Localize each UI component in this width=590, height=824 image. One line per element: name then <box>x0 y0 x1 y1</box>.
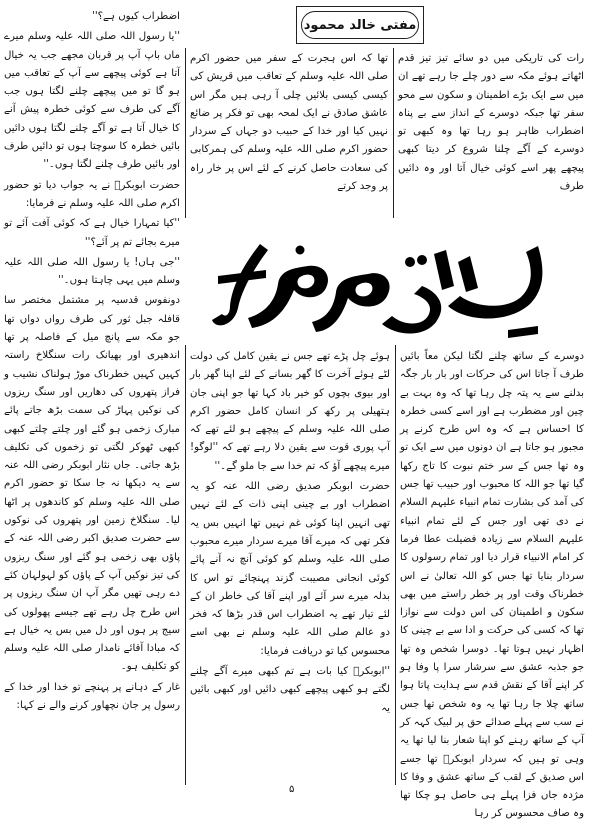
paragraph: ''جی ہاں! یا رسول اللہ صلی اللہ علیہ وسلم میں یہی چاہتا ہوں۔'' <box>4 256 180 287</box>
author-byline: مفتی خالد محمود <box>301 11 419 39</box>
article-column-bottom-middle <box>190 348 390 784</box>
paragraph: دونفوس قدسیہ پر مشتمل مختصر سا قافلہ جبل ثور کی طرف رواں دواں تھا جو مکہ سے پانچ میل کے فاصلہ پر تھا اندھیری اور بھیانک رات سنگلاخ راستہ کہیں کہیں خطرناک موڑ ہولناک نشیب و فراز پتھروں کی دھاریں اور سنگ ریزوں کی نوکیں پہاڑ کی سمت بڑھ جاتے پائے مبارک زخمی ہو گئے اور چلتے چلتے کبھی کبھی ٹھوکر لگتی تو زخموں کی تکلیف بڑھ جاتی۔ جاں نثار ابوبکر رضی اللہ عنہ سے یہ دیکھا نہ جا سکا تو حضور اکرم صلی اللہ علیہ وسلم کو کاندھوں پر اٹھا لیا۔ سنگلاخ زمین اور پتھروں کی نوکوں سے حضرت صدیق اکبر رضی اللہ عنہ کے پاؤں بھی زخمی ہو گئے اور سنگ ریزوں کی تیز نوکیں آپ کے پاؤں کو لہولہان کئے دے رہی تھیں مگر آپ ان سنگ ریزوں پر اس طرح چل رہے تھے جیسے پھولوں کی سیج پر ہوں اور دل میں بس یہ خیال ہے کہ مبادا آقائے نامدار صلی اللہ علیہ وسلم کو تکلیف ہو۔ <box>4 295 180 673</box>
page-number: ۵ <box>289 784 295 795</box>
column-divider <box>185 48 186 218</box>
paragraph: ''یا رسول اللہ صلی اللہ علیہ وسلم میرے ماں باپ آپ پر قربان مجھے جب یہ خیال آتا ہے کوئی پیچھے سے آپ کے تعاقب میں ہو گا تو میں پیچھے چلنے لگتا ہوں جب آگے کی طرف سے کوئی خطرہ پیش آنے کا خیال آتا ہے تو آگے چلنے لگتا ہوں دائیں بائیں خطرہ کا سوچتا ہوں تو دائیں طرف اور بائیں طرف چلنے لگتا ہوں۔'' <box>4 31 180 171</box>
paragraph: رات کی تاریکی میں دو سائے تیز تیز قدم اٹھاتے ہوئے مکہ سے دور چلے جا رہے تھے ان میں سے ایک بڑے اطمینان و سکون سے محو سفر تھا جبکہ دوسرے کے انداز سے بے پناہ اضطراب ظاہر ہو رہا تھا وہ کبھی تو دوسرے کے آگے چلنا شروع کر دیتا کبھی پیچھے پھر اسے کوئی خیال آتا اور وہ دائیں طرف <box>398 53 584 193</box>
column-divider <box>395 345 396 785</box>
column-divider <box>393 48 394 218</box>
article-column-left <box>4 8 180 780</box>
paragraph: ''ابوبکرؓ کیا بات ہے تم کبھی میرے آگے چلنے لگتے ہو کبھی پیچھے کبھی دائیں اور کبھی بائیں یہ <box>190 666 390 714</box>
column-divider <box>185 345 186 785</box>
paragraph: ہوئے چل پڑے تھے جس نے یقین کامل کی دولت لٹے ہوئے آخرت کا گھر بسانے کے لئے اپنا گھر بار اور بیوی بچوں کو خیر باد کہا تھا جو اپنی جان ہتھیلی پر رکھ کر انسان کامل حضور اکرم صلی اللہ علیہ وسلم کے پیچھے ہو لئے تھے کہ آپ پوری قوت سے یقین دلا رہے تھے کہ ''لوگو! میرے پیچھے آؤ کہ تم خدا سے جا ملو گے۔'' <box>190 351 390 472</box>
article-title-calligraphy <box>208 226 554 342</box>
article-column-top-right <box>398 50 584 218</box>
author-byline-box <box>296 6 424 44</box>
paragraph: اضطراب کیوں ہے؟'' <box>92 11 180 22</box>
title-logo <box>208 226 554 342</box>
paragraph: دوسرے کے ساتھ چلنے لگتا لیکن معاً بائیں طرف آ جاتا اس کی حرکات اور بار بار جگہ بدلنے سے یہ پتہ چل رہا تھا کہ وہ بہت بے چین اور مضطرب ہے اور اسے کسی خطرہ کا احساس ہے کہ وہ اس طرح کرنے پر مجبور ہو جاتا ہے ان دونوں میں سے ایک تو وہ تھا جس کے سر ختم نبوت کا تاج رکھا گیا تھا جو اللہ کا محبوب اور حبیب تھا جس کی آمد کی بشارت تمام انبیاء علیہم السلام نے دی تھی اور جس کے لئے تمام انبیاء علیہم السلام سے زیادہ فضیلت عطا فرما کر امام الانبیاء قرار دیا اور تمام رسولوں کا سردار بنایا تھا جس کو اللہ تعالیٰ نے اس خطرناک وقت اور پر خطر راستے میں بھی سکون و اطمینان کی اس دولت سے نوازا تھا کہ کسی کی حرکت و ادا سے بے چینی کا اظہار نہیں ہوتا تھا۔ دوسرا شخص وہ تھا جو جذبہ عشق سے سرشار سرا پا وفا ہو کر اپنے آقا کے نقش قدم سے ہدایت پاتا ہوا ساتھ چلا جا رہا تھا یہ وہ شخص تھا جس نے سب سے پہلے صدائے حق پر لبیک کہہ کر آپ کے ساتھ رہنے کو اپنا شعار بنا لیا تھا یہ وہی تو ہیں کہ سردار ابوبکرؓ تھا جسے اس صدیق کے لقب کے ساتھ عشق و وفا کا مژدہ جاں فزا پہلے ہی حاصل ہو چکا تھا وہ صاف محسوس کر رہا <box>400 351 584 820</box>
paragraph: ''کیا تمہارا خیال ہے کہ کوئی آفت آئے تو میرے بجائے تم پر آئے؟'' <box>4 218 180 248</box>
paragraph: حضرت ابوبکرؓ نے یہ جواب دیا تو حضور اکرم صلی اللہ علیہ وسلم نے فرمایا: <box>4 179 180 209</box>
article-column-bottom-right <box>400 348 584 820</box>
paragraph: غار کے دہانے پر پہنچے تو خدا اور خدا کے رسول پر جان نچھاور کرنے والے نے کہا: <box>4 681 180 711</box>
article-column-top-middle <box>190 50 388 218</box>
paragraph: حضرت ابوبکر صدیق رضی اللہ عنہ کو یہ اضطراب اور بے چینی اپنی ذات کے لئے نہیں تھی انہیں اپنا کوئی غم نہیں تھا انہیں بس یہ فکر تھی کہ میرے آقا میرے سردار میرے محبوب صلی اللہ علیہ وسلم کو کوئی آنچ نہ آنے پائے کوئی انجانی مصیبت گزند پہنچائے تو اس کا بدلہ میرے سر آئے اور اپنے آقا کی خاطر ان کے لئے تیار تھے یہ اضطراب اس قدر بڑھا کہ فخر دو عالم صلی اللہ علیہ وسلم نے بھی اسے محسوس کیا تو دریافت فرمایا: <box>190 481 390 657</box>
paragraph: تھا کہ اس ہجرت کے سفر میں حضور اکرم صلی اللہ علیہ وسلم کے تعاقب میں قریش کی کیسی کیسی بلائیں چلی آ رہی ہیں مگر اس عاشق صادق نے ایک لمحہ بھی تو فکر پر ضائع نہیں کیا اور خدا کے حبیب دو جہاں کے سردار حضور اکرم صلی اللہ علیہ وسلم کی ہمرکابی کی سعادت حاصل کرنے کے لئے اس پر خار راہ پر وجد کرتے <box>190 53 388 193</box>
